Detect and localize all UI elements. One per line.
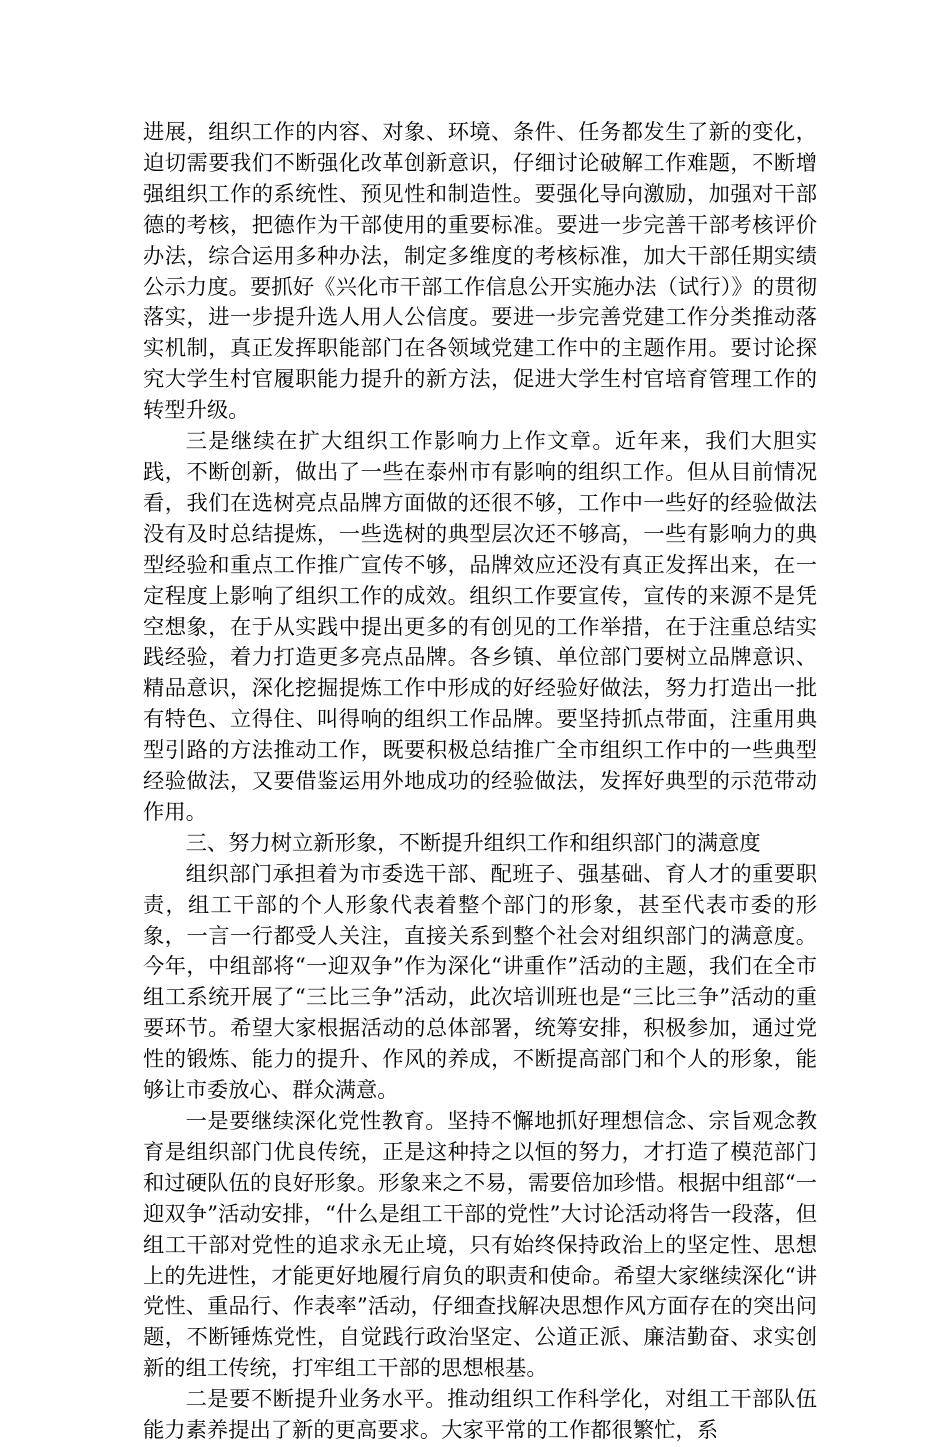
paragraph-section-intro: 组织部门承担着为市委选干部、配班子、强基础、育人才的重要职责，组工干部的个人形象代表着整个部门的形象，甚至代表市委的形象，一言一行都受人关注，直接关系到整个社会对组织部门的满意度。今年，中组部将“一迎双争”作为深化“讲重作”活动的主题，我们在全市组工系统开展了“三比三争”活动，此次培训班也是“三比三争”活动的重要环节。希望大家根据活动的总体部署，统筹安排，积极参加，通过党性的锻炼、能力的提升、作风的养成，不断提高部门和个人的形象，能够让市委放心、群众满意。	[143, 861, 817, 1104]
paragraph-point-one: 一是要继续深化党性教育。坚持不懈地抓好理想信念、宗旨观念教育是组织部门优良传统，正是这种持之以恒的努力，才打造了模范部门和过硬队伍的良好形象。形象来之不易，需要倍加珍惜。根据中组部“一迎双争”活动安排，“什么是组工干部的党性”大讨论活动将告一段落，但组工干部对党性的追求永无止境，只有始终保持政治上的坚定性、思想上的先进性，才能更好地履行肩负的职责和使命。希望大家继续深化“讲党性、重品行、作表率”活动，仔细查找解决思想作风方面存在的突出问题，不断锤炼党性，自觉践行政治坚定、公道正派、廉洁勤奋、求实创新的组工传统，打牢组工干部的思想根基。	[143, 1109, 817, 1382]
paragraph-point-two: 二是要不断提升业务水平。推动组织工作科学化，对组工干部队伍能力素养提出了新的更高要求。大家平常的工作都很繁忙，系	[143, 1387, 817, 1444]
paragraph-continuation: 进展，组织工作的内容、对象、环境、条件、任务都发生了新的变化，迫切需要我们不断强化改革创新意识，仔细讨论破解工作难题，不断增强组织工作的系统性、预见性和制造性。要强化导向激励，加强对干部德的考核，把德作为干部使用的重要标准。要进一步完善干部考核评价办法，综合运用多种办法，制定多维度的考核标准，加大干部任期实绩公示力度。要抓好《兴化市干部工作信息公开实施办法（试行）》的贯彻落实，进一步提升选人用人公信度。要进一步完善党建工作分类推动落实机制，真正发挥职能部门在各领域党建工作中的主题作用。要讨论探究大学生村官履职能力提升的新方法，促进大学生村官培育管理工作的转型升级。	[143, 120, 817, 424]
section-heading-three: 三、努力树立新形象，不断提升组织工作和组织部门的满意度	[185, 830, 761, 856]
paragraph-point-three: 三是继续在扩大组织工作影响力上作文章。近年来，我们大胆实践，不断创新，做出了一些在泰州市有影响的组织工作。但从目前情况看，我们在选树亮点品牌方面做的还很不够，工作中一些好的经验做法没有及时总结提炼，一些选树的典型层次还不够高，一些有影响力的典型经验和重点工作推广宣传不够，品牌效应还没有真正发挥出来，在一定程度上影响了组织工作的成效。组织工作要宣传，宣传的来源不是凭空想象，在于从实践中提出更多的有创见的工作举措，在于注重总结实践经验，着力打造更多亮点品牌。各乡镇、单位部门要树立品牌意识、精品意识，深化挖掘提炼工作中形成的好经验好做法，努力打造出一批有特色、立得住、叫得响的组织工作品牌。要坚持抓点带面，注重用典型引路的方法推动工作，既要积极总结推广全市组织工作中的一些典型经验做法，又要借鉴运用外地成功的经验做法，发挥好典型的示范带动作用。	[143, 429, 817, 825]
document-body	[143, 118, 817, 1447]
